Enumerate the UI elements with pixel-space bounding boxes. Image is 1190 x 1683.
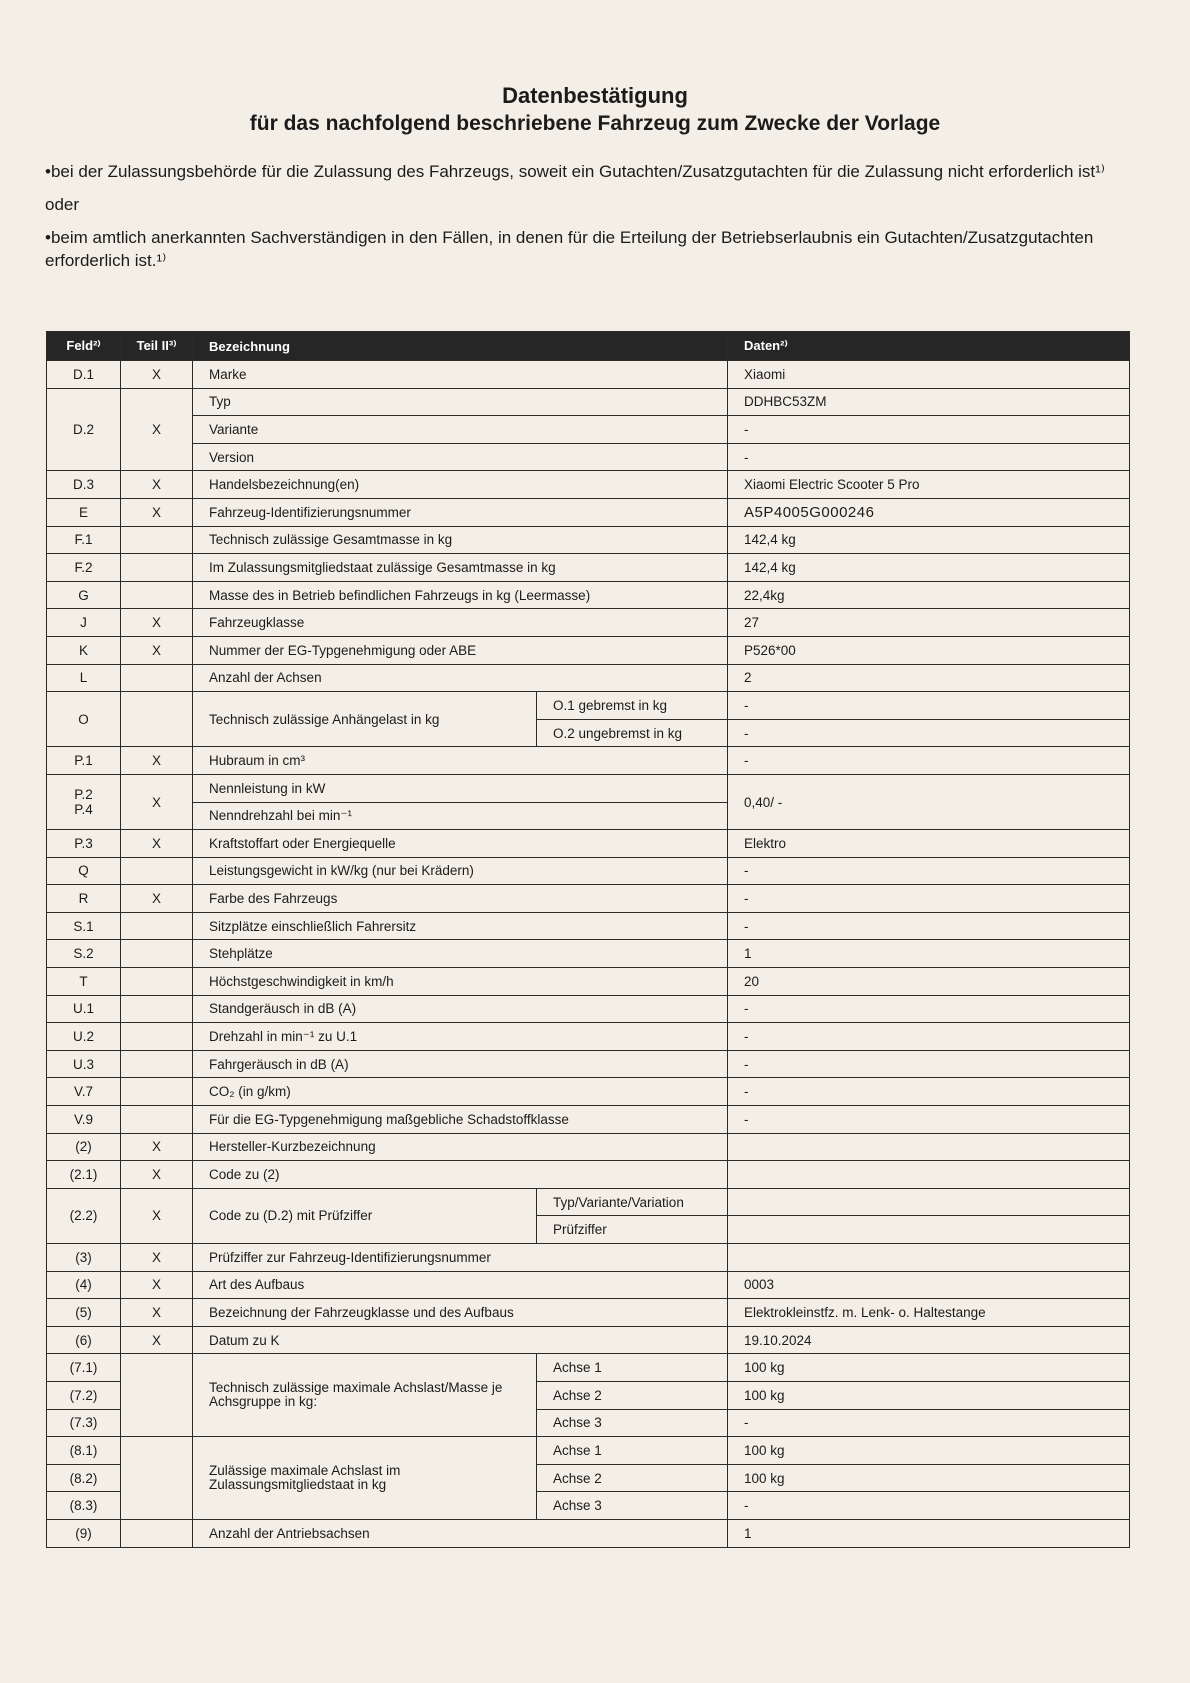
daten-cell: - <box>728 857 1130 885</box>
feld-cell: (2) <box>47 1133 121 1161</box>
bezeichnung-cell: Stehplätze <box>193 940 728 968</box>
daten-cell: Xiaomi Electric Scooter 5 Pro <box>728 471 1130 499</box>
teil-cell: X <box>121 388 193 471</box>
daten-cell: - <box>728 995 1130 1023</box>
header-teil: Teil II³⁾ <box>121 332 193 361</box>
document-title <box>0 82 1190 138</box>
daten-cell <box>728 1216 1130 1244</box>
title-line-1: Datenbestätigung <box>502 83 688 108</box>
bezeichnung-cell: Handelsbezeichnung(en) <box>193 471 728 499</box>
feld-cell: (5) <box>47 1299 121 1327</box>
bezeichnung-cell: Prüfziffer zur Fahrzeug-Identifizierungsnummer <box>193 1244 728 1272</box>
table-row <box>47 1271 1130 1299</box>
teil-cell: X <box>121 747 193 775</box>
teil-cell: X <box>121 1326 193 1354</box>
teil-cell <box>121 554 193 582</box>
bezeichnung-cell: Anzahl der Achsen <box>193 664 728 692</box>
daten-cell: Elektrokleinstfz. m. Lenk- o. Haltestange <box>728 1299 1130 1327</box>
daten-cell: - <box>728 443 1130 471</box>
feld-cell <box>47 774 121 829</box>
feld-cell: Q <box>47 857 121 885</box>
table-row <box>47 1188 1130 1216</box>
bezeichnung-cell: Drehzahl in min⁻¹ zu U.1 <box>193 1023 728 1051</box>
feld-cell: D.3 <box>47 471 121 499</box>
daten-cell <box>728 1188 1130 1216</box>
table-row <box>47 747 1130 775</box>
table-row <box>47 609 1130 637</box>
feld-cell: V.7 <box>47 1078 121 1106</box>
table-row <box>47 692 1130 720</box>
daten-cell: 22,4kg <box>728 581 1130 609</box>
feld-cell: (8.2) <box>47 1464 121 1492</box>
bezeichnung-cell: Für die EG-Typgenehmigung maßgebliche Schadstoffklasse <box>193 1106 728 1134</box>
vin-cell: A5P4005G000246 <box>728 498 1130 526</box>
daten-cell <box>728 1161 1130 1189</box>
bezeichnung-cell: Fahrzeugklasse <box>193 609 728 637</box>
sub-label-cell: Typ/Variante/Variation <box>537 1188 728 1216</box>
teil-cell: X <box>121 830 193 858</box>
table-row <box>47 1354 1130 1382</box>
feld-cell: (7.2) <box>47 1381 121 1409</box>
daten-cell: 100 kg <box>728 1354 1130 1382</box>
daten-cell: 19.10.2024 <box>728 1326 1130 1354</box>
feld-p2: P.2 <box>74 787 93 802</box>
table-row <box>47 581 1130 609</box>
feld-cell: F.2 <box>47 554 121 582</box>
daten-cell: 1 <box>728 1519 1130 1547</box>
daten-cell: 0003 <box>728 1271 1130 1299</box>
sub-label-cell: O.1 gebremst in kg <box>537 692 728 720</box>
teil-cell: X <box>121 1271 193 1299</box>
intro-text <box>45 160 1125 272</box>
feld-cell: E <box>47 498 121 526</box>
table-row <box>47 1437 1130 1465</box>
daten-cell <box>728 1133 1130 1161</box>
header-bezeichnung: Bezeichnung <box>193 332 728 361</box>
feld-cell: L <box>47 664 121 692</box>
feld-cell: U.1 <box>47 995 121 1023</box>
teil-cell <box>121 526 193 554</box>
feld-cell: T <box>47 968 121 996</box>
bezeichnung-cell: Technisch zulässige maximale Achslast/Masse je Achsgruppe in kg: <box>193 1354 537 1437</box>
teil-cell <box>121 1354 193 1437</box>
feld-cell: J <box>47 609 121 637</box>
sub-label-cell: Prüfziffer <box>537 1216 728 1244</box>
daten-cell <box>728 1244 1130 1272</box>
table-row <box>47 1244 1130 1272</box>
table-row <box>47 1519 1130 1547</box>
intro-or: oder <box>45 195 80 214</box>
feld-cell: U.3 <box>47 1050 121 1078</box>
bezeichnung-cell: Hersteller-Kurzbezeichnung <box>193 1133 728 1161</box>
table-row <box>47 1078 1130 1106</box>
feld-cell: G <box>47 581 121 609</box>
sub-label-cell: Achse 2 <box>537 1464 728 1492</box>
bezeichnung-cell: Technisch zulässige Anhängelast in kg <box>193 692 537 747</box>
daten-cell: - <box>728 692 1130 720</box>
table-row <box>47 885 1130 913</box>
teil-cell: X <box>121 1188 193 1243</box>
teil-cell <box>121 1023 193 1051</box>
daten-cell: 100 kg <box>728 1437 1130 1465</box>
bezeichnung-cell: Hubraum in cm³ <box>193 747 728 775</box>
daten-cell: - <box>728 1106 1130 1134</box>
daten-cell: 1 <box>728 940 1130 968</box>
teil-cell <box>121 857 193 885</box>
teil-cell <box>121 1050 193 1078</box>
bezeichnung-cell: Marke <box>193 361 728 389</box>
sub-label-cell: Achse 3 <box>537 1492 728 1520</box>
feld-cell: D.1 <box>47 361 121 389</box>
feld-cell: D.2 <box>47 388 121 471</box>
bezeichnung-cell: Fahrzeug-Identifizierungsnummer <box>193 498 728 526</box>
bezeichnung-cell: Höchstgeschwindigkeit in km/h <box>193 968 728 996</box>
table-row <box>47 361 1130 389</box>
daten-cell: 27 <box>728 609 1130 637</box>
bezeichnung-cell: Farbe des Fahrzeugs <box>193 885 728 913</box>
teil-cell <box>121 692 193 747</box>
bezeichnung-cell: Bezeichnung der Fahrzeugklasse und des Aufbaus <box>193 1299 728 1327</box>
feld-cell: V.9 <box>47 1106 121 1134</box>
daten-cell: - <box>728 1492 1130 1520</box>
teil-cell: X <box>121 1133 193 1161</box>
table-row <box>47 995 1130 1023</box>
table-row <box>47 526 1130 554</box>
sub-label-cell: Achse 1 <box>537 1354 728 1382</box>
teil-cell: X <box>121 885 193 913</box>
bezeichnung-cell: Nennleistung in kW <box>193 774 728 802</box>
table-row <box>47 912 1130 940</box>
feld-cell: S.1 <box>47 912 121 940</box>
daten-cell: - <box>728 912 1130 940</box>
table-row <box>47 1299 1130 1327</box>
teil-cell: X <box>121 361 193 389</box>
feld-cell: P.1 <box>47 747 121 775</box>
teil-cell: X <box>121 498 193 526</box>
bezeichnung-cell: CO₂ (in g/km) <box>193 1078 728 1106</box>
table-row <box>47 443 1130 471</box>
daten-cell: - <box>728 747 1130 775</box>
feld-cell: (2.2) <box>47 1188 121 1243</box>
teil-cell: X <box>121 1244 193 1272</box>
table-row <box>47 388 1130 416</box>
bezeichnung-cell: Datum zu K <box>193 1326 728 1354</box>
teil-cell <box>121 940 193 968</box>
teil-cell: X <box>121 774 193 829</box>
teil-cell <box>121 995 193 1023</box>
table-row <box>47 830 1130 858</box>
teil-cell: X <box>121 636 193 664</box>
bezeichnung-cell: Fahrgeräusch in dB (A) <box>193 1050 728 1078</box>
teil-cell: X <box>121 471 193 499</box>
daten-cell: 100 kg <box>728 1381 1130 1409</box>
daten-cell: - <box>728 1409 1130 1437</box>
feld-cell: S.2 <box>47 940 121 968</box>
daten-cell: - <box>728 719 1130 747</box>
table-row <box>47 1106 1130 1134</box>
bezeichnung-cell: Art des Aufbaus <box>193 1271 728 1299</box>
daten-cell: - <box>728 416 1130 444</box>
teil-cell <box>121 1519 193 1547</box>
table-row <box>47 1023 1130 1051</box>
title-line-2: für das nachfolgend beschriebene Fahrzeug zum Zwecke der Vorlage <box>249 112 941 135</box>
bezeichnung-cell: Sitzplätze einschließlich Fahrersitz <box>193 912 728 940</box>
table-row <box>47 554 1130 582</box>
bezeichnung-cell: Version <box>193 443 728 471</box>
sub-label-cell: Achse 3 <box>537 1409 728 1437</box>
feld-cell: P.3 <box>47 830 121 858</box>
table-row <box>47 1326 1130 1354</box>
teil-cell: X <box>121 1299 193 1327</box>
table-row <box>47 940 1130 968</box>
bezeichnung-cell: Im Zulassungsmitgliedstaat zulässige Gesamtmasse in kg <box>193 554 728 582</box>
feld-cell: U.2 <box>47 1023 121 1051</box>
bezeichnung-cell: Standgeräusch in dB (A) <box>193 995 728 1023</box>
table-row <box>47 471 1130 499</box>
feld-cell: F.1 <box>47 526 121 554</box>
bezeichnung-cell: Anzahl der Antriebsachsen <box>193 1519 728 1547</box>
table-header-row <box>47 332 1130 361</box>
vehicle-data-table <box>46 331 1130 1548</box>
bezeichnung-cell: Nummer der EG-Typgenehmigung oder ABE <box>193 636 728 664</box>
bezeichnung-cell: Kraftstoffart oder Energiequelle <box>193 830 728 858</box>
table-row <box>47 774 1130 802</box>
bezeichnung-cell: Technisch zulässige Gesamtmasse in kg <box>193 526 728 554</box>
feld-cell: (3) <box>47 1244 121 1272</box>
teil-cell <box>121 912 193 940</box>
daten-cell: 100 kg <box>728 1464 1130 1492</box>
table-row <box>47 968 1130 996</box>
table-row <box>47 1161 1130 1189</box>
daten-cell: - <box>728 1023 1130 1051</box>
teil-cell <box>121 1078 193 1106</box>
bezeichnung-cell: Zulässige maximale Achslast im Zulassungsmitgliedstaat in kg <box>193 1437 537 1520</box>
table-row <box>47 636 1130 664</box>
daten-cell: Xiaomi <box>728 361 1130 389</box>
header-daten: Daten²⁾ <box>728 332 1130 361</box>
feld-cell: (6) <box>47 1326 121 1354</box>
daten-cell: - <box>728 1078 1130 1106</box>
teil-cell <box>121 968 193 996</box>
bezeichnung-cell: Variante <box>193 416 728 444</box>
daten-cell: 2 <box>728 664 1130 692</box>
daten-cell: 20 <box>728 968 1130 996</box>
feld-cell: (9) <box>47 1519 121 1547</box>
daten-cell: - <box>728 1050 1130 1078</box>
daten-cell: 142,4 kg <box>728 554 1130 582</box>
table-row <box>47 416 1130 444</box>
feld-cell: (7.1) <box>47 1354 121 1382</box>
intro-bullet-1: •bei der Zulassungsbehörde für die Zulassung des Fahrzeugs, soweit ein Gutachten/Zusatzgutachten für die Zulassung nicht erforderlich ist¹⁾ <box>45 162 1105 181</box>
feld-p4: P.4 <box>74 802 93 817</box>
daten-cell: 0,40/ - <box>728 774 1130 829</box>
daten-cell: DDHBC53ZM <box>728 388 1130 416</box>
bezeichnung-cell: Code zu (D.2) mit Prüfziffer <box>193 1188 537 1243</box>
table-row <box>47 1050 1130 1078</box>
bezeichnung-cell: Code zu (2) <box>193 1161 728 1189</box>
table-row <box>47 857 1130 885</box>
feld-cell: (8.1) <box>47 1437 121 1465</box>
daten-cell: 142,4 kg <box>728 526 1130 554</box>
sub-label-cell: O.2 ungebremst in kg <box>537 719 728 747</box>
bezeichnung-cell: Typ <box>193 388 728 416</box>
sub-label-cell: Achse 2 <box>537 1381 728 1409</box>
table-row <box>47 1133 1130 1161</box>
teil-cell: X <box>121 609 193 637</box>
feld-cell: R <box>47 885 121 913</box>
table-row <box>47 664 1130 692</box>
bezeichnung-cell: Masse des in Betrieb befindlichen Fahrzeugs in kg (Leermasse) <box>193 581 728 609</box>
teil-cell <box>121 581 193 609</box>
table-row <box>47 498 1130 526</box>
feld-cell: (4) <box>47 1271 121 1299</box>
intro-bullet-2: •beim amtlich anerkannten Sachverständigen in den Fällen, in denen für die Erteilung der Betriebserlaubnis ein Gutachten/Zusatzgutachten erforderlich ist.¹⁾ <box>45 228 1094 270</box>
daten-cell: - <box>728 885 1130 913</box>
teil-cell: X <box>121 1161 193 1189</box>
teil-cell <box>121 1106 193 1134</box>
header-feld: Feld²⁾ <box>47 332 121 361</box>
bezeichnung-cell: Nenndrehzahl bei min⁻¹ <box>193 802 728 830</box>
feld-cell: K <box>47 636 121 664</box>
sub-label-cell: Achse 1 <box>537 1437 728 1465</box>
teil-cell <box>121 1437 193 1520</box>
feld-cell: (2.1) <box>47 1161 121 1189</box>
feld-cell: (7.3) <box>47 1409 121 1437</box>
bezeichnung-cell: Leistungsgewicht in kW/kg (nur bei Krädern) <box>193 857 728 885</box>
daten-cell: Elektro <box>728 830 1130 858</box>
teil-cell <box>121 664 193 692</box>
feld-cell: (8.3) <box>47 1492 121 1520</box>
daten-cell: P526*00 <box>728 636 1130 664</box>
feld-cell: O <box>47 692 121 747</box>
